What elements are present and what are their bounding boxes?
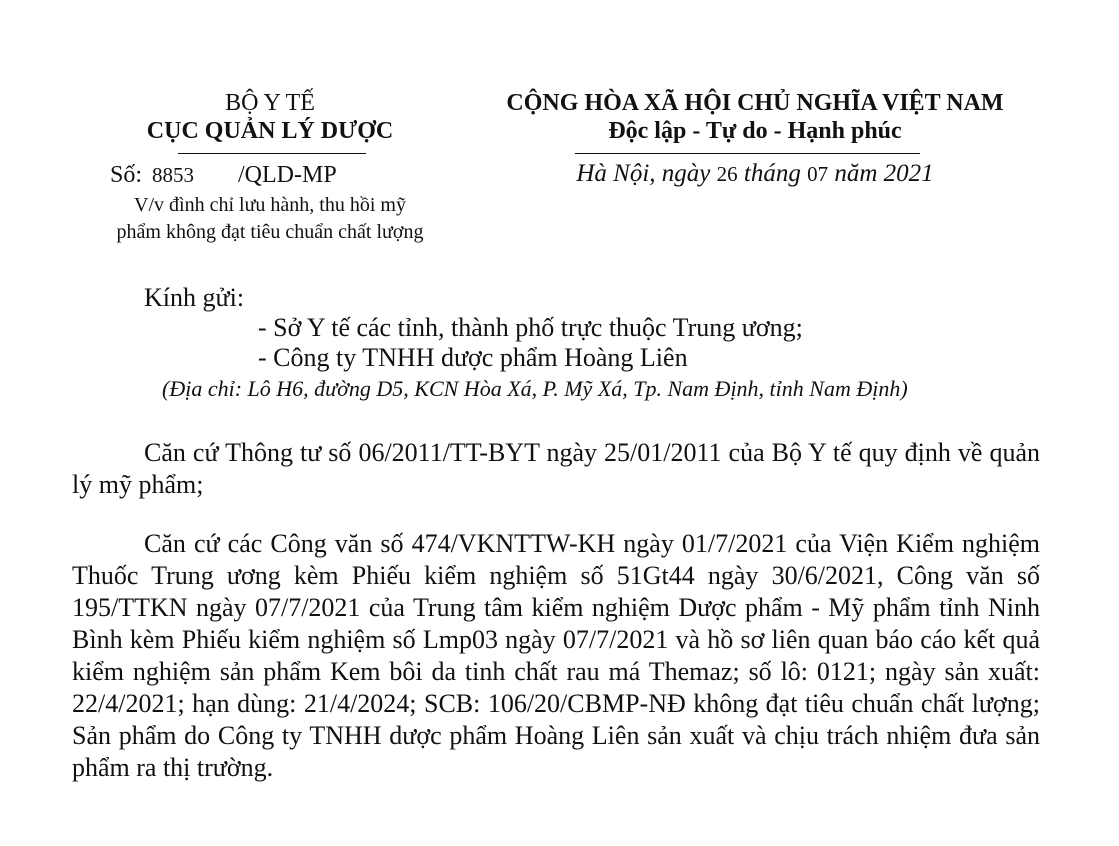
body-paragraph: Căn cứ Thông tư số 06/2011/TT-BYT ngày 25/01/2011 của Bộ Y tế quy định về quản lý mỹ phẩm;: [72, 438, 1040, 499]
issuing-ministry: BỘ Y TẾ: [225, 90, 315, 116]
document-number-value: 8853: [152, 163, 195, 187]
date-month-label: tháng: [743, 160, 801, 187]
document-number: [110, 162, 337, 189]
national-motto: Độc lập - Tự do - Hạnh phúc: [608, 118, 902, 144]
date-prefix: Hà Nội, ngày: [576, 160, 711, 187]
document-number-label: Số:: [110, 162, 143, 188]
document-number-suffix: /QLD-MP: [238, 162, 337, 188]
issue-date: [455, 160, 1055, 188]
department-underline: [178, 153, 366, 154]
date-year: năm 2021: [834, 160, 934, 187]
recipient-item: - Công ty TNHH dược phẩm Hoàng Liên: [258, 343, 688, 372]
motto-underline: [575, 153, 920, 154]
recipient-address: (Địa chỉ: Lô H6, đường D5, KCN Hòa Xá, P. Mỹ Xá, Tp. Nam Định, tỉnh Nam Định): [162, 376, 908, 401]
date-day: 26: [716, 162, 738, 186]
issuing-department: CỤC QUẢN LÝ DƯỢC: [146, 118, 394, 144]
body-paragraph: Căn cứ các Công văn số 474/VKNTTW-KH ngày 01/7/2021 của Viện Kiểm nghiệm Thuốc Trung ương kèm Phiếu kiểm nghiệm số 51Gt44 ngày 30/6/2021, Công văn số 195/TTKN ngày 07/7/2021 của Trung tâm kiểm nghiệm Dược phẩm - Mỹ phẩm tỉnh Ninh Bình kèm Phiếu kiểm nghiệm số Lmp03 ngày 07/7/2021 và hồ sơ liên quan báo cáo kết quả kiểm nghiệm sản phẩm Kem bôi da tinh chất rau má Themaz; số lô: 0121; ngày sản xuất: 22/4/2021; hạn dùng: 21/4/2024; SCB: 106/20/CBMP-NĐ không đạt tiêu chuẩn chất lượng; Sản phẩm do Công ty TNHH dược phẩm Hoàng Liên sản xuất và chịu trách nhiệm đưa sản phẩm ra thị trường.: [72, 529, 1040, 782]
subject-line-2: phẩm không đạt tiêu chuẩn chất lượng: [116, 221, 424, 243]
subject-line-1: V/v đình chỉ lưu hành, thu hồi mỹ: [134, 194, 406, 216]
recipient-item: - Sở Y tế các tỉnh, thành phố trực thuộc Trung ương;: [258, 313, 803, 342]
national-title: CỘNG HÒA XÃ HỘI CHỦ NGHĨA VIỆT NAM: [506, 90, 1004, 116]
date-month: 07: [807, 162, 829, 186]
salutation: Kính gửi:: [144, 283, 245, 312]
